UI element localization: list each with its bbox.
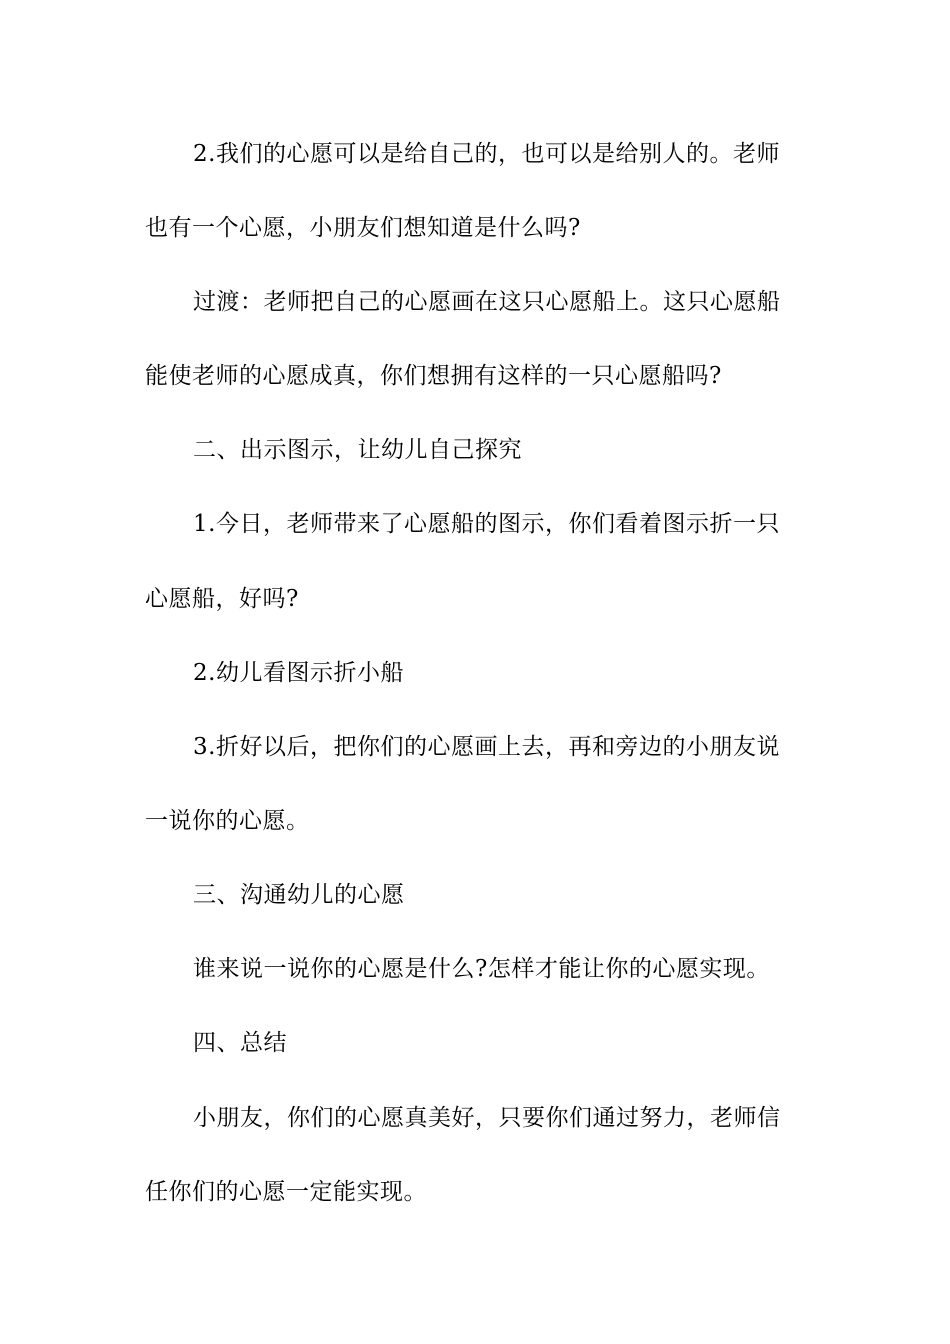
paragraph-1-line-2: 也有一个心愿，小朋友们想知道是什么吗? [145,215,581,241]
paragraph-2-line-1: 过渡：老师把自己的心愿画在这只心愿船上。这只心愿船 [193,289,781,315]
paragraph-7-line-2: 任你们的心愿一定能实现。 [145,1179,427,1205]
paragraph-5-line-2: 一说你的心愿。 [145,808,310,834]
section-heading-2: 二、出示图示，让幼儿自己探究 [193,437,522,463]
section-heading-3: 三、沟通幼儿的心愿 [193,882,405,908]
paragraph-3-line-1: 1.今日，老师带来了心愿船的图示，你们看着图示折一只 [193,511,780,537]
paragraph-3-line-2: 心愿船，好吗? [145,586,299,612]
paragraph-5-line-1: 3.折好以后，把你们的心愿画上去，再和旁边的小朋友说 [193,734,780,760]
paragraph-1-line-1: 2.我们的心愿可以是给自己的，也可以是给别人的。老师 [193,141,780,167]
paragraph-6: 谁来说一说你的心愿是什么?怎样才能让你的心愿实现。 [193,956,770,982]
paragraph-2-line-2: 能使老师的心愿成真，你们想拥有这样的一只心愿船吗? [145,363,722,389]
section-heading-4: 四、总结 [193,1030,287,1056]
paragraph-4: 2.幼儿看图示折小船 [193,660,404,686]
paragraph-7-line-1: 小朋友，你们的心愿真美好，只要你们通过努力，老师信 [193,1105,781,1131]
